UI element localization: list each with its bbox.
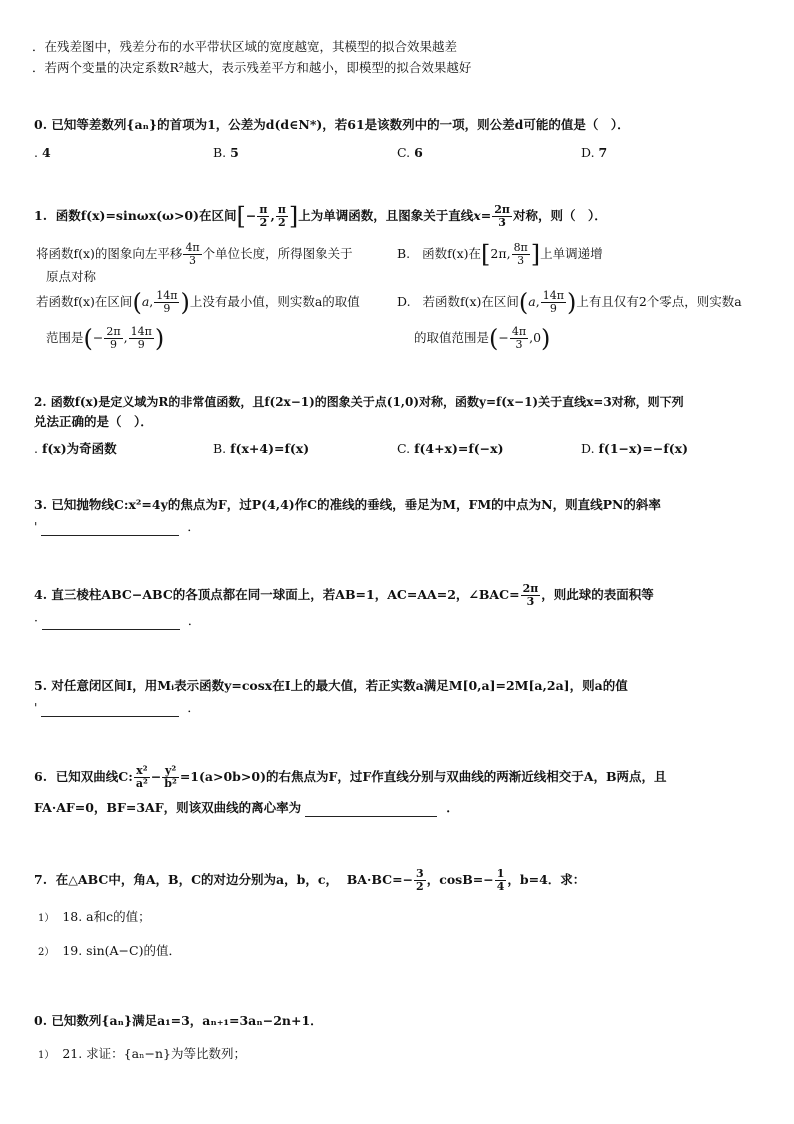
q15-stem: 5. 对任意闭区间I，用Mᵢ表示函数y=cosx在I上的最大值，若正实数a满足M[0,a]=2M[a,2a]，则a的值 [34,678,628,693]
q10-option-a: . 4 [34,145,51,160]
q11-option-c-range: 范围是(− $\frac{2\pi}{9}$ , $\frac{14\pi}{9}$ ) [46,324,165,353]
q12-option-b: B. f(x+4)=f(x) [213,441,310,456]
q14-stem: 4. 直三棱柱ABC−ABC的各顶点都在同一球面上，若AB=1，AC=AA=2，∠BAC= $\frac{2\pi}{3}$ ，则此球的表面积等 [34,582,654,608]
q12-option-a: . f(x)为奇函数 [34,441,117,456]
q15-answer-blank[interactable] [41,704,179,717]
q12-stem-line1: 2. 函数f(x)是定义域为R的非常值函数，且f(2x−1)的图象关于点(1,0)对称，函数y=f(x−1)关于直线x=3对称，则下列 [34,395,684,409]
prev-option-d: ．若两个变量的决定系数R²越大，表示残差平方和越小，即模型的拟合效果越好 [32,60,472,75]
q11-option-b: B. 函数f(x)在[2π, $\frac{8\pi}{3}$ ]上单调递增 [397,240,603,269]
q14-answer-line: · ． [34,613,201,628]
q12-stem-line2: 兑法正确的是（ ）． [34,414,153,429]
q17-sub2: 2） 19. sin(A−C)的值． [38,943,181,958]
prev-option-c: ．在残差图中，残差分布的水平带状区域的宽度越宽，其模型的拟合效果越差 [32,39,458,54]
q10-option-d: D. 7 [581,145,608,160]
q11-option-d-range: 的取值范围是(− $\frac{4\pi}{3}$ ,0) [414,324,551,353]
q17-sub1: 1） 18. a和c的值； [38,909,151,924]
q11-option-a-cont: 原点对称 [46,269,97,284]
q13-answer-blank[interactable] [41,523,179,536]
q11-option-a: 将函数f(x)的图象向左平移 $\frac{4\pi}{3}$ 个单位长度，所得图象关于 [36,241,353,267]
q13-stem: 3. 已知抛物线C:x²=4y的焦点为F，过P(4,4)作C的准线的垂线，垂足为M，FM的中点为N，则直线PN的斜率 [34,497,661,512]
q10-option-c: C. 6 [397,145,423,160]
q11-option-d: D. 若函数f(x)在区间(a, $\frac{14\pi}{9}$ )上有且仅有2个零点，则实数a [397,288,742,317]
q17-stem: 7. 在△ABC中，角A，B，C的对边分别为a，b，c， BA·BC=− $\frac{3}{2}$ ，cosB=− $\frac{1}{4}$ ，b=4．求： [34,867,586,893]
q10-option-b: B. 5 [213,145,239,160]
q15-answer-line: ' ． [34,700,200,715]
q12-option-c: C. f(4+x)=f(−x) [397,441,504,456]
q11-stem: 1. 函数f(x)=sinωx(ω>0)在区间[− $\frac{\pi}{2}$ , $\frac{\pi}{2}$ ]上为单调函数，且图象关于直线x= $\frac{2\pi}{3}$ 对称，则（ ）． [34,202,607,231]
q16-stem-line2: FA·AF=0，BF=3AF，则该双曲线的离心率为 ． [34,800,459,815]
q16-stem-line1: 6. 已知双曲线C: $\frac{\text{x²}}{\text{a²}}$ − $\frac{\text{y²}}{\text{b²}}$ =1(a>0b>0)的右焦点为F，过F作直线分别与双曲线的两渐近线相交于A，B两点，且 [34,764,667,790]
q11-option-c: 若函数f(x)在区间(a, $\frac{14\pi}{9}$ )上没有最小值，则实数a的取值 [36,288,360,317]
q12-option-d: D. f(1−x)=−f(x) [581,441,688,456]
q10-stem: 0. 已知等差数列{aₙ}的首项为1，公差为d(d∈N*)，若61是该数列中的一项，则公差d可能的值是（ ）． [34,117,630,132]
q16-answer-blank[interactable] [305,804,437,817]
q20-stem: 0. 已知数列{aₙ}满足a₁=3，aₙ₊₁=3aₙ−2n+1． [34,1013,323,1028]
q20-sub1: 1） 21. 求证：{aₙ−n}为等比数列； [38,1046,246,1061]
q13-answer-line: ' ． [34,519,200,534]
q14-answer-blank[interactable] [42,617,180,630]
